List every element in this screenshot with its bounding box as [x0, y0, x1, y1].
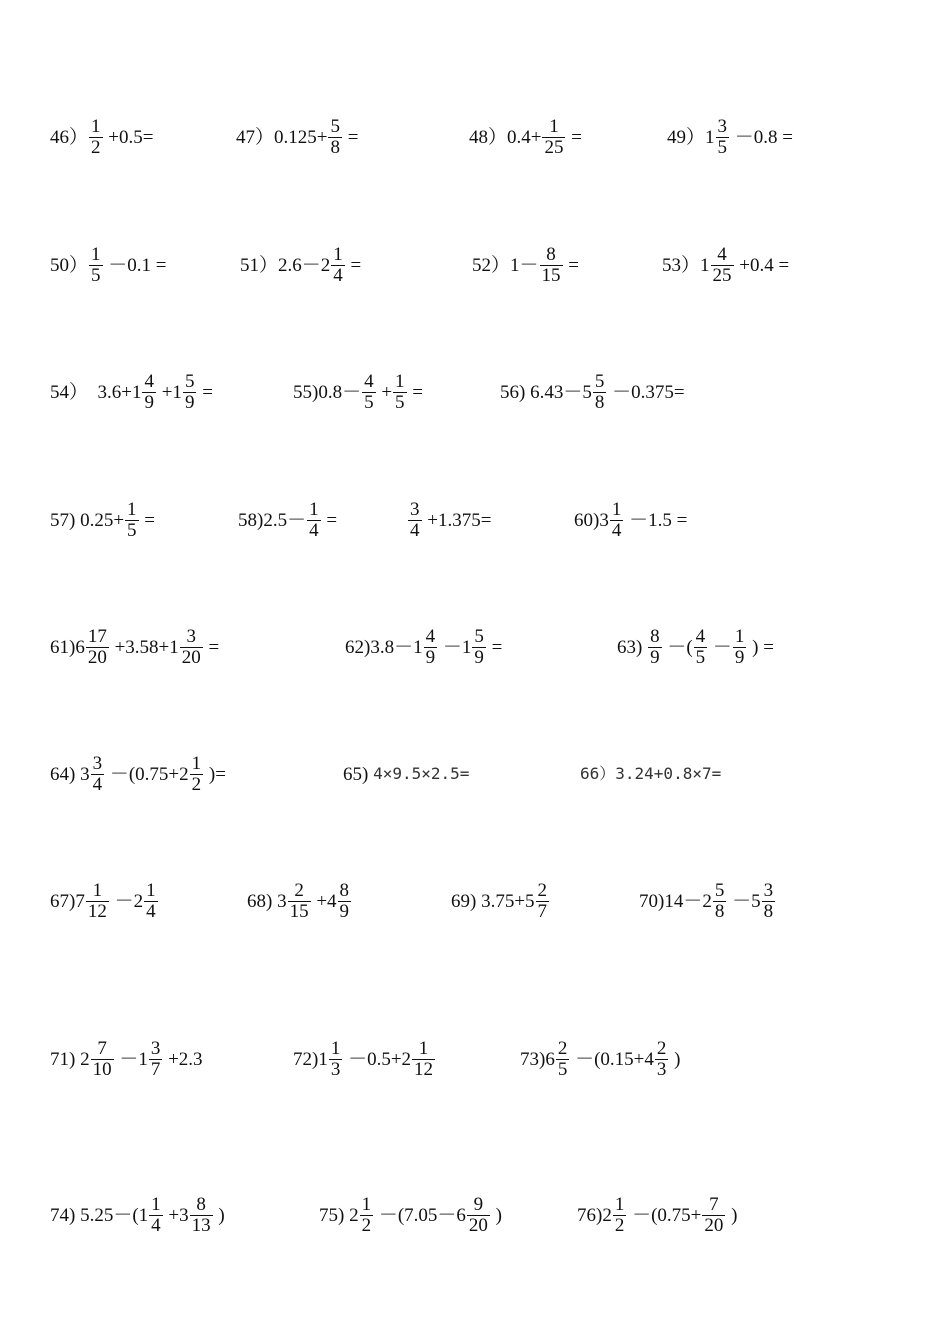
math-problem — [520, 1029, 680, 1089]
expression-text: + — [376, 381, 393, 403]
fraction-denominator: 4 — [92, 773, 103, 795]
expression-text: 64) 3 — [50, 763, 90, 785]
fraction — [648, 627, 662, 668]
fraction — [610, 500, 624, 541]
fraction-numerator: 1 — [146, 879, 156, 901]
fraction-numerator: 1 — [418, 1037, 429, 1059]
fraction-denominator: 5 — [395, 391, 405, 413]
fraction-numerator: 4 — [695, 625, 706, 647]
fraction-denominator: 9 — [425, 646, 436, 668]
fraction — [183, 372, 197, 413]
expression-text: ) — [669, 1048, 681, 1070]
fraction-denominator: 4 — [151, 1214, 161, 1236]
fraction-numerator: 1 — [361, 1193, 372, 1215]
fraction-numerator: 1 — [91, 243, 101, 265]
math-problem — [293, 362, 423, 422]
math-problem — [345, 617, 502, 677]
expression-text: 68) 3 — [247, 890, 287, 912]
expression-text: +0.5= — [103, 126, 154, 148]
fraction-denominator: 4 — [333, 264, 343, 286]
fraction-numerator: 1 — [395, 370, 405, 392]
fraction-numerator: 5 — [714, 879, 725, 901]
expression-text: 48）0.4+ — [469, 126, 542, 148]
fraction-numerator: 7 — [709, 1193, 719, 1215]
fraction-denominator: 2 — [361, 1214, 372, 1236]
expression-text: －(0.75+2 — [105, 763, 189, 785]
fraction-numerator: 1 — [191, 752, 202, 774]
fraction-denominator: 2 — [191, 773, 202, 795]
fraction — [144, 881, 158, 922]
expression-text: 72)1 — [293, 1048, 328, 1070]
expression-text: －(7.05－6 — [374, 1204, 466, 1226]
fraction — [613, 1195, 627, 1236]
expression-text: 74) 5.25－(1 — [50, 1204, 149, 1226]
fraction-denominator: 20 — [181, 646, 201, 668]
fraction-denominator: 7 — [150, 1058, 161, 1080]
expression-text: 54） 3.6+1 — [50, 381, 142, 403]
math-problem — [574, 490, 687, 550]
fraction-denominator: 20 — [87, 646, 107, 668]
fraction-numerator: 3 — [150, 1037, 161, 1059]
fraction-numerator: 1 — [309, 498, 319, 520]
fraction — [307, 500, 321, 541]
fraction — [542, 117, 565, 158]
fraction-numerator: 8 — [546, 243, 556, 265]
fraction-denominator: 12 — [87, 900, 107, 922]
expression-text: = — [197, 381, 213, 403]
math-problem — [238, 490, 337, 550]
expression-text: +1.375= — [422, 509, 492, 531]
fraction — [328, 117, 342, 158]
fraction — [288, 881, 311, 922]
expression-text: －0.1 = — [103, 254, 167, 276]
fraction-numerator: 1 — [549, 115, 559, 137]
expression-text: 57) 0.25+ — [50, 509, 125, 531]
fraction — [467, 1195, 490, 1236]
fraction-numerator: 3 — [717, 115, 728, 137]
fraction — [338, 881, 352, 922]
fraction — [412, 1039, 435, 1080]
fraction — [125, 500, 139, 541]
fraction — [360, 1195, 374, 1236]
fraction-numerator: 1 — [151, 1193, 161, 1215]
expression-text: －(0.15+4 — [570, 1048, 654, 1070]
fraction-numerator: 8 — [196, 1193, 206, 1215]
expression-text: = — [139, 509, 156, 531]
expression-text: = — [566, 126, 582, 148]
problem-row — [0, 107, 950, 167]
math-problem — [50, 617, 219, 677]
math-problem — [50, 1029, 203, 1089]
fraction-numerator: 8 — [650, 625, 660, 647]
fraction — [362, 372, 376, 413]
expression-text: －1 — [114, 1048, 148, 1070]
fraction-denominator: 8 — [763, 900, 774, 922]
expression-text: ) — [490, 1204, 502, 1226]
math-problem — [50, 1185, 225, 1245]
math-problem — [667, 107, 793, 167]
math-problem — [50, 235, 166, 295]
expression-text: +3.58+1 — [109, 636, 179, 658]
expression-text: 73)6 — [520, 1048, 555, 1070]
problem-row — [0, 235, 950, 295]
expression-text: +3 — [163, 1204, 189, 1226]
fraction-denominator: 13 — [191, 1214, 211, 1236]
fraction-numerator: 1 — [92, 879, 103, 901]
fraction-numerator: 4 — [425, 625, 436, 647]
math-problem — [472, 235, 579, 295]
fraction-numerator: 1 — [127, 498, 137, 520]
expression-text: = — [407, 381, 424, 403]
fraction-denominator: 12 — [414, 1058, 434, 1080]
fraction-numerator: 7 — [97, 1037, 107, 1059]
fraction — [762, 881, 776, 922]
problem-row — [0, 871, 950, 931]
expression-text: 62)3.8－1 — [345, 636, 423, 658]
math-problem — [407, 490, 491, 550]
expression-text: －(0.75+ — [627, 1204, 702, 1226]
fraction-denominator: 25 — [712, 264, 732, 286]
problem-row — [0, 1185, 950, 1245]
fraction-numerator: 5 — [594, 370, 605, 392]
expression-text: －0.375= — [607, 381, 685, 403]
expression-text: 49）1 — [667, 126, 715, 148]
fraction-numerator: 9 — [473, 1193, 484, 1215]
fraction-numerator: 3 — [92, 752, 103, 774]
fraction-numerator: 1 — [614, 1193, 625, 1215]
fraction — [89, 117, 103, 158]
math-problem — [247, 871, 352, 931]
expression-text: 55)0.8－ — [293, 381, 362, 403]
expression-text: 46） — [50, 126, 89, 148]
expression-text: 63) — [617, 636, 648, 658]
fraction — [733, 627, 747, 668]
math-problem — [319, 1185, 502, 1245]
fraction — [190, 1195, 213, 1236]
fraction — [556, 1039, 570, 1080]
math-problem — [50, 362, 213, 422]
fraction — [716, 117, 730, 158]
fraction-denominator: 2 — [91, 136, 101, 158]
fraction — [91, 1039, 114, 1080]
fraction-denominator: 5 — [717, 136, 728, 158]
fraction-denominator: 3 — [330, 1058, 341, 1080]
expression-text: 66）3.24+0.8×7= — [580, 764, 722, 783]
expression-text: 67)7 — [50, 890, 85, 912]
fraction-numerator: 4 — [364, 370, 374, 392]
expression-text: = — [342, 126, 359, 148]
expression-text: = — [203, 636, 220, 658]
fraction — [331, 245, 345, 286]
fraction-denominator: 9 — [144, 391, 154, 413]
expression-text: 71) 2 — [50, 1048, 90, 1070]
fraction — [190, 754, 204, 795]
fraction-denominator: 15 — [541, 264, 561, 286]
fraction-denominator: 5 — [364, 391, 374, 413]
fraction — [149, 1039, 163, 1080]
fraction — [694, 627, 708, 668]
fraction-numerator: 3 — [763, 879, 774, 901]
expression-text: 56) 6.43－5 — [500, 381, 592, 403]
fraction-numerator: 4 — [717, 243, 727, 265]
fraction-denominator: 4 — [146, 900, 156, 922]
fraction-denominator: 9 — [474, 646, 484, 668]
expression-text: = — [345, 254, 362, 276]
fraction-numerator: 5 — [330, 115, 340, 137]
expression-text: 69) 3.75+5 — [451, 890, 535, 912]
math-problem — [451, 871, 550, 931]
expression-text: 65) — [343, 763, 374, 785]
fraction — [424, 627, 438, 668]
math-problem — [50, 744, 226, 804]
fraction-denominator: 4 — [611, 519, 622, 541]
expression-text: 60)3 — [574, 509, 609, 531]
fraction-numerator: 1 — [611, 498, 622, 520]
math-problem — [293, 1029, 436, 1089]
math-problem — [577, 1185, 737, 1245]
fraction — [655, 1039, 669, 1080]
fraction-numerator: 8 — [339, 879, 350, 901]
fraction-numerator: 2 — [537, 879, 548, 901]
fraction — [540, 245, 563, 286]
fraction-denominator: 5 — [127, 519, 137, 541]
math-problem — [469, 107, 582, 167]
fraction — [711, 245, 734, 286]
fraction — [86, 881, 109, 922]
fraction — [713, 881, 727, 922]
expression-text: 58)2.5－ — [238, 509, 307, 531]
math-problem — [236, 107, 358, 167]
fraction-numerator: 1 — [91, 115, 101, 137]
fraction-denominator: 15 — [289, 900, 309, 922]
expression-text: －( — [662, 636, 693, 658]
fraction-denominator: 9 — [734, 646, 745, 668]
fraction — [408, 500, 422, 541]
fraction-denominator: 9 — [650, 646, 660, 668]
fraction-denominator: 5 — [695, 646, 706, 668]
expression-text: ) = — [747, 636, 774, 658]
expression-text: 52）1－ — [472, 254, 539, 276]
fraction — [142, 372, 156, 413]
fraction — [149, 1195, 163, 1236]
fraction-numerator: 4 — [144, 370, 154, 392]
expression-text: = — [486, 636, 503, 658]
fraction-denominator: 3 — [656, 1058, 667, 1080]
fraction-denominator: 5 — [91, 264, 101, 286]
fraction — [593, 372, 607, 413]
math-problem — [240, 235, 361, 295]
fraction-numerator: 5 — [474, 625, 484, 647]
fraction — [472, 627, 486, 668]
fraction-denominator: 4 — [410, 519, 420, 541]
expression-text: 76)2 — [577, 1204, 612, 1226]
expression-text: +0.4 = — [734, 254, 790, 276]
problem-row — [0, 362, 950, 422]
expression-text: +4 — [311, 890, 337, 912]
expression-text: )= — [204, 763, 226, 785]
fraction-numerator: 3 — [186, 625, 197, 647]
expression-text: ) — [213, 1204, 225, 1226]
expression-text: －1.5 = — [624, 509, 688, 531]
math-problem — [662, 235, 789, 295]
expression-text: －0.5+2 — [343, 1048, 412, 1070]
fraction — [536, 881, 550, 922]
expression-text: －0.8 = — [730, 126, 793, 148]
problem-row — [0, 617, 950, 677]
math-problem — [50, 490, 155, 550]
fraction-denominator: 10 — [92, 1058, 112, 1080]
fraction-denominator: 9 — [339, 900, 350, 922]
math-problem — [617, 617, 774, 677]
expression-text: = — [563, 254, 579, 276]
expression-text: 50） — [50, 254, 89, 276]
fraction-denominator: 9 — [184, 391, 195, 413]
math-problem — [50, 871, 159, 931]
fraction — [91, 754, 105, 795]
fraction-denominator: 20 — [468, 1214, 488, 1236]
expression-text: －2 — [109, 890, 144, 912]
problem-row — [0, 490, 950, 550]
fraction-numerator: 2 — [557, 1037, 568, 1059]
fraction-denominator: 7 — [537, 900, 548, 922]
math-problem — [50, 107, 153, 167]
fraction — [393, 372, 407, 413]
fraction — [180, 627, 203, 668]
fraction-numerator: 1 — [734, 625, 745, 647]
expression-text: +1 — [156, 381, 182, 403]
fraction-numerator: 17 — [87, 625, 107, 647]
fraction-numerator: 2 — [656, 1037, 667, 1059]
problem-row — [0, 1029, 950, 1089]
expression-text: 47）0.125+ — [236, 126, 328, 148]
expression-text: －5 — [727, 890, 761, 912]
problem-row — [0, 744, 950, 804]
expression-text: = — [321, 509, 338, 531]
fraction — [86, 627, 109, 668]
fraction-denominator: 8 — [594, 391, 605, 413]
fraction-numerator: 3 — [410, 498, 420, 520]
expression-text: 61)6 — [50, 636, 85, 658]
fraction — [329, 1039, 343, 1080]
fraction-denominator: 8 — [714, 900, 725, 922]
fraction-denominator: 20 — [704, 1214, 724, 1236]
fraction-denominator: 5 — [557, 1058, 568, 1080]
math-problem — [580, 744, 721, 804]
fraction-numerator: 2 — [294, 879, 304, 901]
expression-text: － — [708, 636, 732, 658]
expression-text: 70)14－2 — [639, 890, 712, 912]
expression-text: 4×9.5×2.5= — [373, 764, 470, 783]
fraction-denominator: 2 — [614, 1214, 625, 1236]
fraction-numerator: 5 — [184, 370, 195, 392]
math-problem — [639, 871, 776, 931]
fraction — [702, 1195, 725, 1236]
expression-text: －1 — [438, 636, 472, 658]
expression-text: ) — [726, 1204, 738, 1226]
fraction-numerator: 1 — [333, 243, 343, 265]
math-problem — [343, 744, 469, 804]
fraction-denominator: 4 — [309, 519, 319, 541]
expression-text: 51）2.6－2 — [240, 254, 331, 276]
expression-text: +2.3 — [163, 1048, 203, 1070]
expression-text: 53）1 — [662, 254, 710, 276]
math-problem — [500, 362, 685, 422]
expression-text: 75) 2 — [319, 1204, 359, 1226]
fraction-denominator: 25 — [544, 136, 564, 158]
fraction — [89, 245, 103, 286]
fraction-numerator: 1 — [330, 1037, 341, 1059]
fraction-denominator: 8 — [330, 136, 340, 158]
